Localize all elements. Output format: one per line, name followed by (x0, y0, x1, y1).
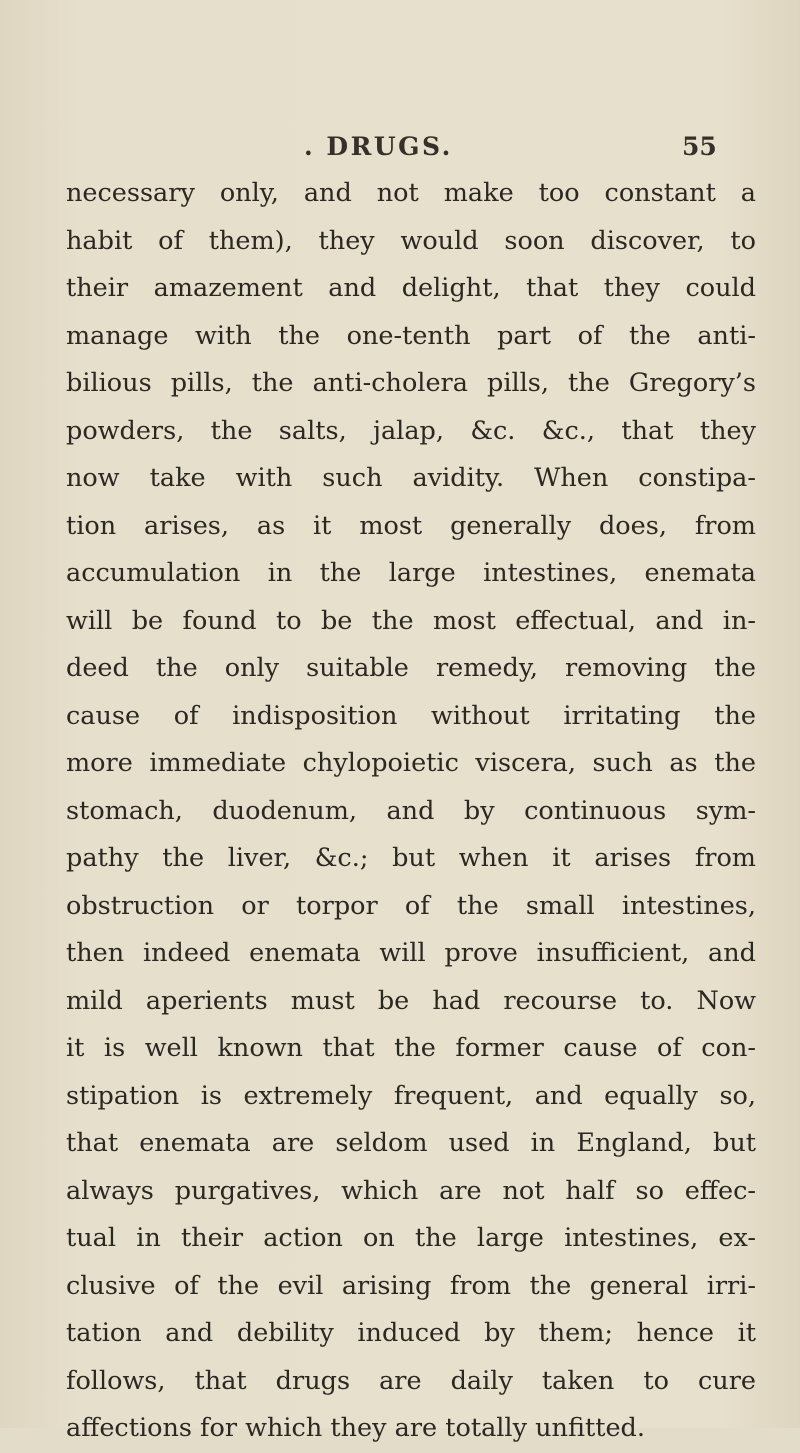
text-line: mild aperients must be had recourse to. Now (66, 985, 756, 1016)
text-line: always purgatives, which are not half so effec- (66, 1175, 756, 1206)
running-head-title: . DRUGS. (304, 132, 453, 161)
text-line: accumulation in the large intestines, enemata (66, 558, 756, 588)
text-line: pathy the liver, &c.; but when it arises from (66, 843, 756, 873)
text-line: their amazement and delight, that they could (66, 273, 756, 303)
text-line: tual in their action on the large intestines, ex- (66, 1223, 756, 1253)
text-line: deed the only suitable remedy, removing the (66, 653, 756, 683)
text-line: then indeed enemata will prove insufficient, and (66, 938, 756, 968)
text-line: habit of them), they would soon discover, to (66, 225, 756, 256)
text-line: now take with such avidity. When constipa- (66, 463, 756, 493)
text-line: tation and debility induced by them; hence it (66, 1318, 756, 1348)
text-line: that enemata are seldom used in England, but (66, 1128, 756, 1158)
text-line: will be found to be the most effectual, and in- (66, 605, 756, 636)
text-line: tion arises, as it most generally does, from (66, 510, 756, 541)
body-paragraph (66, 170, 756, 1453)
page-number: 55 (682, 132, 717, 161)
text-line: clusive of the evil arising from the general irri- (66, 1270, 756, 1301)
text-line: bilious pills, the anti-cholera pills, the Gregory’s (66, 368, 756, 398)
text-line: cause of indisposition without irritating the (66, 700, 756, 731)
text-line: affections for which they are totally unfitted. (66, 1413, 645, 1443)
text-line: powders, the salts, jalap, &c. &c., that they (66, 415, 756, 446)
text-line: stomach, duodenum, and by continuous sym- (66, 795, 756, 826)
text-line: manage with the one-tenth part of the anti- (66, 320, 756, 351)
text-line: stipation is extremely frequent, and equally so, (66, 1080, 756, 1111)
text-line: necessary only, and not make too constant a (66, 178, 756, 208)
text-line: more immediate chylopoietic viscera, such as the (66, 748, 756, 778)
text-line: obstruction or torpor of the small intestines, (66, 890, 756, 921)
text-line: follows, that drugs are daily taken to cure (66, 1365, 756, 1396)
text-line: it is well known that the former cause of con- (66, 1033, 756, 1063)
running-head (0, 132, 800, 172)
